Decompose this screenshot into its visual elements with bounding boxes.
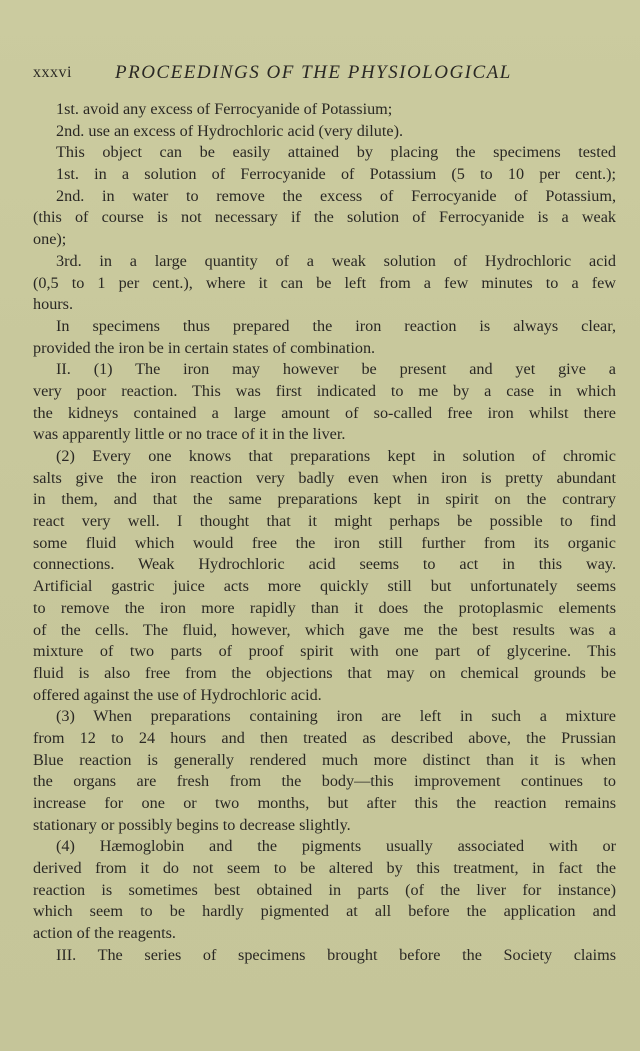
body-text [33, 99, 616, 967]
text-line: react very well. I thought that it might perhaps be possible to find [33, 512, 616, 531]
text-line: which seem to be hardly pigmented at all before the application and [33, 902, 616, 921]
text-line: (0,5 to 1 per cent.), where it can be left from a few minutes to a few [33, 273, 616, 292]
text-line: provided the iron be in certain states of combination. [33, 338, 376, 357]
text-line: fluid is also free from the objections that may on chemical grounds be [33, 663, 616, 682]
page-number: xxxvi [33, 64, 72, 81]
text-line: Blue reaction is generally rendered much more distinct than it is when [33, 750, 616, 769]
text-line: the organs are fresh from the body—this improvement continues to [33, 772, 616, 791]
page-header [33, 64, 613, 88]
text-line: of the cells. The fluid, however, which gave me the best results was a [33, 620, 616, 639]
text-line: 2nd. use an excess of Hydrochloric acid (very dilute). [56, 121, 404, 140]
text-line: In specimens thus prepared the iron reaction is always clear, [56, 316, 616, 335]
text-line: (3) When preparations containing iron are left in such a mixture [56, 707, 616, 726]
text-line: Artificial gastric juice acts more quickly still but unfortunately seems [33, 577, 616, 596]
text-line: increase for one or two months, but after this the reaction remains [33, 794, 616, 812]
text-line: reaction is sometimes best obtained in parts (of the liver for instance) [33, 880, 616, 899]
text-line: (2) Every one knows that preparations kept in solution of chromic [56, 447, 616, 465]
text-line: 2nd. in water to remove the excess of Ferrocyanide of Potassium, [56, 186, 616, 205]
text-line: mixture of two parts of proof spirit with one part of glycerine. This [33, 642, 616, 661]
text-line: was apparently little or no trace of it in the liver. [33, 425, 346, 444]
text-line: in them, and that the same preparations kept in spirit on the contrary [33, 490, 616, 509]
text-line: connections. Weak Hydrochloric acid seems to act in this way. [33, 555, 616, 574]
text-line: This object can be easily attained by placing the specimens tested [56, 143, 616, 162]
text-line: derived from it do not seem to be altered by this treatment, in fact the [33, 859, 616, 878]
text-line: the kidneys contained a large amount of so-called free iron whilst there [33, 403, 616, 422]
text-line: to remove the iron more rapidly than it does the protoplasmic elements [33, 598, 616, 617]
text-line: 1st. avoid any excess of Ferrocyanide of Potassium; [56, 100, 393, 118]
text-line: action of the reagents. [33, 924, 176, 943]
text-line: some fluid which would free the iron still further from its organic [33, 533, 616, 552]
text-line: offered against the use of Hydrochloric acid. [33, 685, 322, 704]
text-line: stationary or possibly begins to decrease slightly. [33, 815, 351, 834]
text-line: salts give the iron reaction very badly even when iron is pretty abundant [33, 468, 616, 487]
text-line: very poor reaction. This was first indicated to me by a case in which [33, 381, 616, 400]
text-line: III. The series of specimens brought before the Society claims [56, 945, 616, 964]
text-line: 3rd. in a large quantity of a weak solution of Hydrochloric acid [56, 251, 616, 270]
text-line: (this of course is not necessary if the solution of Ferrocyanide is a weak [33, 208, 616, 227]
text-line: 1st. in a solution of Ferrocyanide of Potassium (5 to 10 per cent.); [56, 165, 616, 184]
text-line: II. (1) The iron may however be present and yet give a [56, 360, 616, 379]
running-title: PROCEEDINGS OF THE PHYSIOLOGICAL [115, 62, 512, 83]
text-line: (4) Hæmoglobin and the pigments usually associated with or [56, 837, 616, 856]
text-line: hours. [33, 295, 74, 314]
text-line: from 12 to 24 hours and then treated as described above, the Prussian [33, 728, 616, 747]
text-line: one); [33, 230, 67, 249]
